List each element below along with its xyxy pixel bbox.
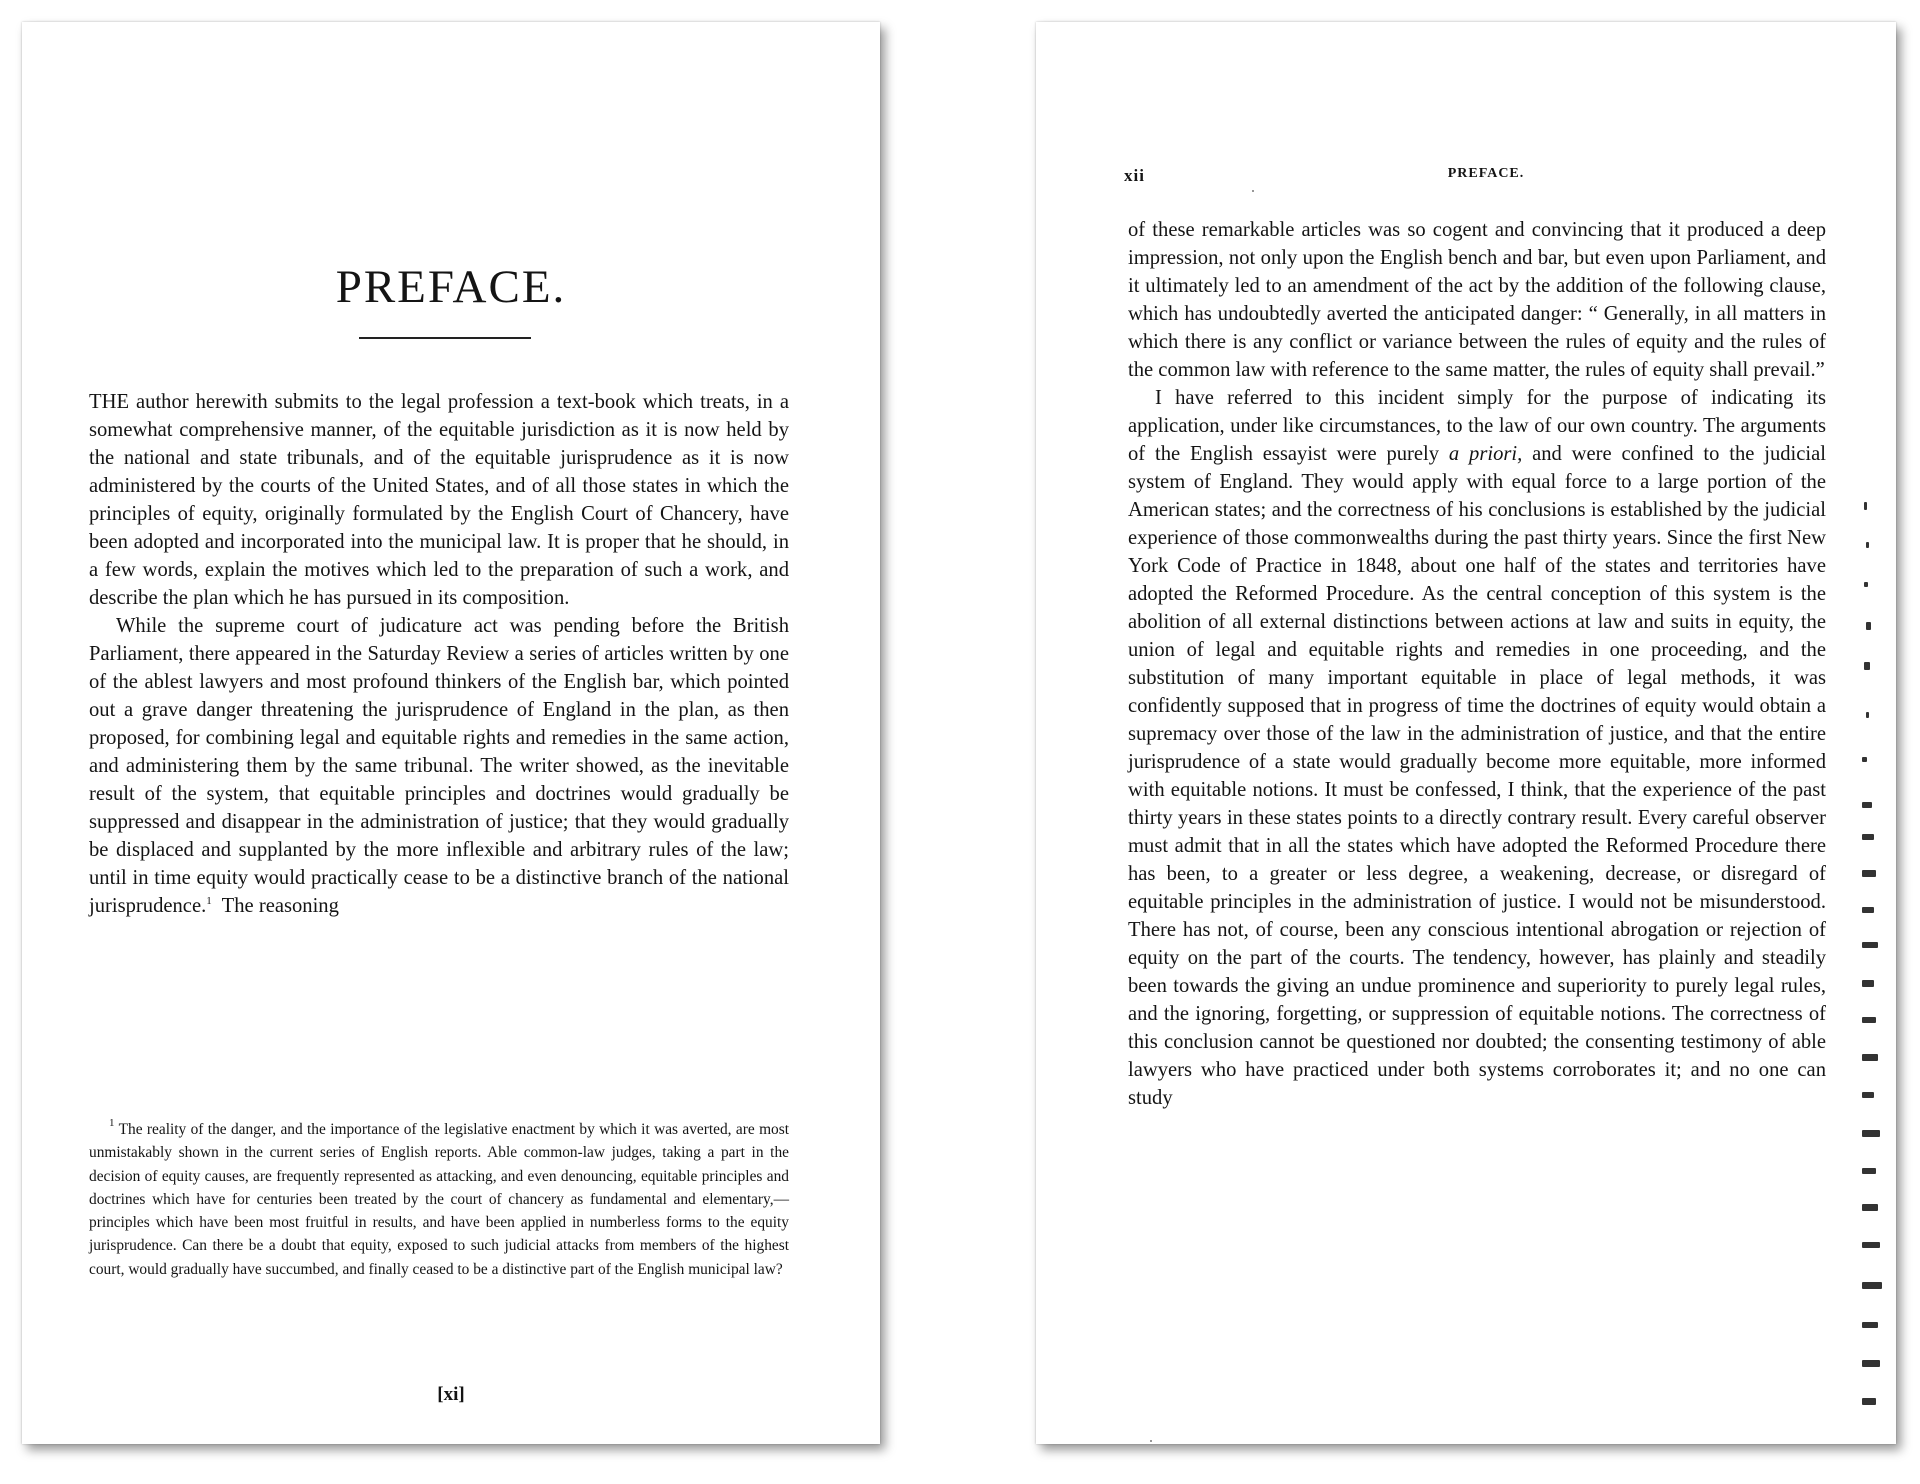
paragraph — [89, 612, 789, 920]
paragraph-text: The reasoning — [221, 895, 339, 917]
paragraph-text: I have referred to this incident simply for the purpose of indicating its application, under like circumstances, to the law of our own country. The arguments of the English essayist were purely — [1128, 387, 1826, 465]
page-title: PREFACE. — [335, 261, 567, 313]
running-head: PREFACE. — [1447, 166, 1525, 181]
paragraph: of these remarkable articles was so cogent and convincing that it produced a deep impression, not only upon the English bench and bar, but even upon Parliament, and it ultimately led to an amendment of the act by the addition of the following clause, which has undoubtedly averted the anticipated danger: “ Generally, in all matters in which there is any conflict or variance between the rules of equity and the rules of the common law with reference to the same matter, the rules of equity shall prevail.” — [1128, 219, 1826, 381]
paragraph — [1128, 384, 1826, 1112]
left-body-text — [89, 388, 789, 920]
italic-phrase: a priori, — [1448, 443, 1523, 465]
paragraph-text: While the supreme court of judicature act was pending before the British Parliament, there appeared in the Saturday Review a series of articles written by one of the ablest lawyers and most profound thinkers of the English bar, which pointed out a grave danger threatening the jurisprudence of England in the plan, as then proposed, for combining legal and equitable rights and remedies in the same action, and administering them by the same tribunal. The writer showed, as the inevitable result of the system, that equitable principles and doctrines would gradually be suppressed and disappear in the administration of justice; that they would gradually be displaced and supplanted by the more inflexible and arbitrary rules of the law; until in time equity would practically cease to be a distinctive branch of the national jurisprudence. — [89, 615, 789, 917]
left-page — [22, 22, 880, 1444]
paragraph-text: and were confined to the judicial system of England. They would apply with equal force to a large portion of the American states; and the correctness of his conclusions is established by the judicial experience of those commonwealths during the past thirty years. Since the first New York Code of Practice in 1848, about one half of the states and territories have adopted the Reformed Procedure. As the central conception of this system is the abolition of all external distinctions between actions at law and suits in equity, the union of legal and equitable rights and remedies in one proceeding, and the substitution of many important equitable in place of legal methods, it was confidently supposed that in progress of time the doctrines of equity would obtain a supremacy over those of the law in the administration of justice, and that the entire jurisprudence of a state would gradually become more equitable, more informed with equitable notions. It must be confessed, I think, that the experience of the past thirty years in these states points to a directly contrary result. Every careful observer must admit that in all the states which have adopted the Reformed Procedure there has been, to a greater or less degree, a weakening, decrease, or disregard of equitable principles in the administration of justice. I would not be misunderstood. There has not, of course, been any conscious intentional abrogation or rejection of equity on the part of the courts. The tendency, however, has plainly and steadily been towards the giving an undue prominence and superiority to purely legal rules, and the ignoring, forgetting, or suppression of equitable notions. The correctness of this conclusion cannot be questioned nor doubted; the consenting testimony of able lawyers who have practiced under both systems corroborates it; and no one can study — [1128, 443, 1826, 1109]
footnote-reference: 1 — [206, 895, 212, 907]
right-body-text — [1128, 216, 1826, 1112]
footnote — [89, 1118, 789, 1281]
page-number: xii — [1124, 166, 1145, 185]
right-page — [1036, 22, 1896, 1444]
footnote-body: The reality of the danger, and the importance of the legislative enactment by which it was averted, are most unmistakably shown in the current series of English reports. Able common-law judges, taking a part in the decision of equity causes, are frequently represented as attacking, and even denouncing, equitable principles and doctrines which have for centuries been treated by the court of chancery as fundamental and elementary,— principles which have been most fruitful in results, and have been applied in numberless forms to the equity jurisprudence. Can there be a doubt that equity, exposed to such judicial attacks from members of the highest court, would gradually have succumbed, and finally ceased to be a distinctive part of the English municipal law? — [89, 1121, 790, 1278]
page-folio: [xi] — [437, 1384, 465, 1405]
title-rule — [359, 337, 531, 339]
footnote-text — [89, 1118, 789, 1281]
footnote-marker: 1 — [109, 1117, 115, 1129]
paragraph: THE author herewith submits to the legal profession a text-book which treats, in a somewhat comprehensive manner, of the equitable jurisdiction as it is now held by the national and state tribunals, and of the equitable jurisprudence as it is now administered by the courts of the United States, and of all those states in which the principles of equity, originally formulated by the English Court of Chancery, have been adopted and incorporated into the municipal law. It is proper that he should, in a few words, explain the motives which led to the preparation of such a work, and describe the plan which he has pursued in its composition. — [89, 391, 789, 609]
